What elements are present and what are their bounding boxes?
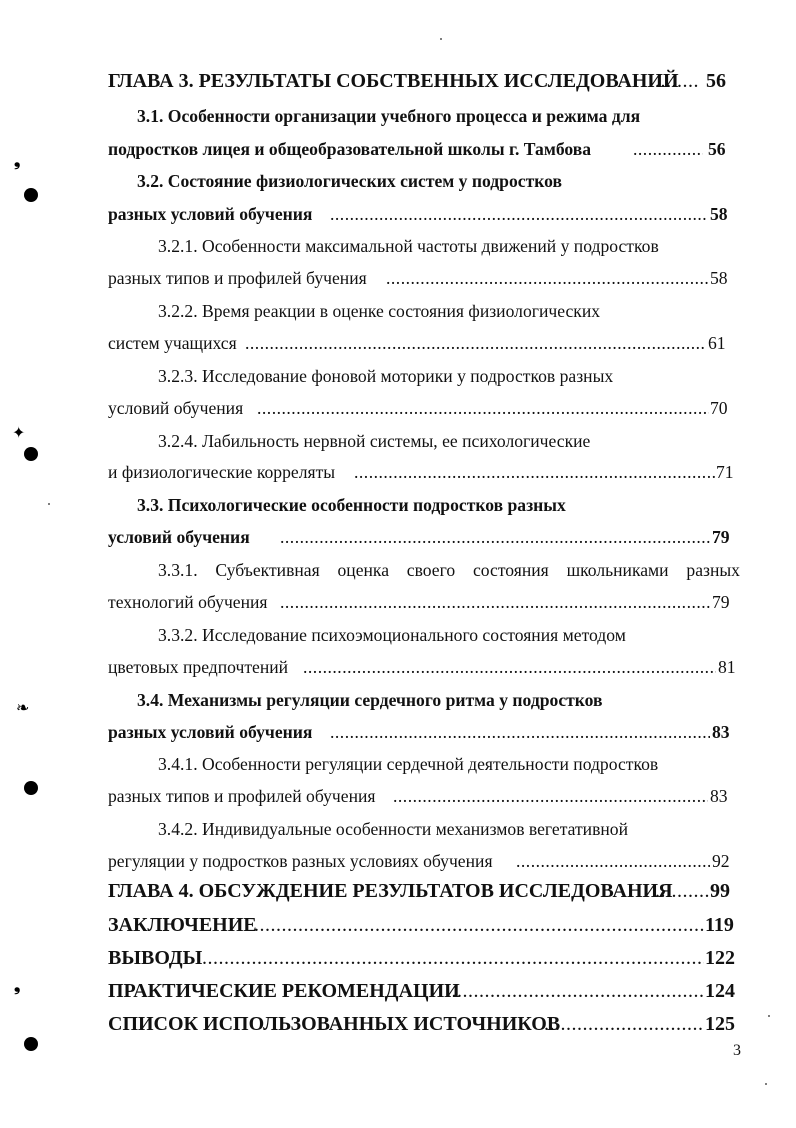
toc-title-line1: 3.4. Механизмы регуляции сердечного ритма у подростков <box>137 690 603 710</box>
scan-mark: ✦ <box>12 423 26 442</box>
scan-speck <box>765 1083 767 1085</box>
toc-entry-findings[interactable] <box>0 943 796 973</box>
toc-entry-3-4-cont[interactable] <box>0 717 796 747</box>
toc-title-line1: 3.3. Психологические особенности подростков разных <box>137 495 566 515</box>
toc-word: школьниками <box>566 560 669 580</box>
toc-title-line1: 3.2. Состояние физиологических систем у подростков <box>137 171 562 191</box>
toc-title-line1: 3.4.1. Особенности регуляции сердечной деятельности подростков <box>158 754 659 774</box>
toc-entry-3-1-cont[interactable] <box>0 134 796 164</box>
toc-title-line2: разных типов и профилей обучения <box>108 786 376 806</box>
toc-title: ГЛАВА 3. РЕЗУЛЬТАТЫ СОБСТВЕННЫХ ИССЛЕДОВАНИЙ <box>108 70 679 92</box>
toc-entry-3-3-2[interactable] <box>0 620 796 650</box>
toc-page-number: 83 <box>712 722 730 742</box>
toc-title-line2: разных условий обучения <box>108 204 313 224</box>
toc-entry-chapter-3[interactable] <box>0 66 796 96</box>
toc-entry-3-2-2[interactable] <box>0 296 796 326</box>
toc-title: ПРАКТИЧЕСКИЕ РЕКОМЕНДАЦИИ <box>108 980 460 1002</box>
toc-title-line2: регуляции у подростков разных условиях обучения <box>108 851 493 871</box>
toc-title-line2: цветовых предпочтений <box>108 657 289 677</box>
toc-page-number: 79 <box>712 592 730 612</box>
dot-leader <box>655 66 699 96</box>
toc-title-line2: технологий обучения <box>108 592 268 612</box>
toc-page-number: 125 <box>705 1013 735 1035</box>
toc-title-line1: 3.2.3. Исследование фоновой моторики у подростков разных <box>158 366 614 386</box>
dot-leader <box>245 328 706 358</box>
toc-title-line2: разных типов и профилей бучения <box>108 268 367 288</box>
dot-leader <box>386 263 708 293</box>
toc-title-line2: и физиологические корреляты <box>108 462 336 482</box>
toc-title-line1: 3.3.2. Исследование психоэмоционального состояния методом <box>158 625 626 645</box>
toc-title-line1: 3.2.4. Лабильность нервной системы, ее психологические <box>158 431 591 451</box>
dot-leader <box>330 717 710 747</box>
toc-word: состояния <box>472 560 549 580</box>
dot-leader <box>544 1009 704 1039</box>
dot-leader <box>633 134 703 164</box>
toc-entry-3-4-2-cont[interactable] <box>0 846 796 876</box>
toc-entry-3-2-3[interactable] <box>0 361 796 391</box>
dot-leader <box>393 781 708 811</box>
toc-entry-3-2-1[interactable] <box>0 231 796 261</box>
scan-mark: ❧ <box>16 698 30 717</box>
toc-title-line1 <box>158 555 740 585</box>
toc-entry-3-3-1-cont[interactable] <box>0 587 796 617</box>
toc-entry-3-2-1-cont[interactable] <box>0 263 796 293</box>
toc-title-line2: систем учащихся <box>108 333 237 353</box>
toc-page-number: 58 <box>710 204 728 224</box>
dot-leader <box>354 457 715 487</box>
toc-entry-3-4-1[interactable] <box>0 749 796 779</box>
toc-word: 3.3.1. <box>158 560 198 580</box>
toc-page-number: 81 <box>718 657 736 677</box>
toc-entry-chapter-4[interactable] <box>0 876 796 906</box>
dot-leader <box>446 976 704 1006</box>
toc-entry-3-4-1-cont[interactable] <box>0 781 796 811</box>
toc-title-line1: 3.4.2. Индивидуальные особенности механизмов вегетативной <box>158 819 629 839</box>
toc-entry-3-2-cont[interactable] <box>0 199 796 229</box>
toc-entry-3-2[interactable] <box>0 166 796 196</box>
dot-leader <box>257 393 709 423</box>
toc-title-line1: 3.2.2. Время реакции в оценке состояния физиологических <box>158 301 601 321</box>
scan-speck <box>440 38 442 40</box>
toc-page-number: 83 <box>710 786 728 806</box>
toc-entry-3-2-4[interactable] <box>0 423 796 456</box>
toc-page-number: 122 <box>705 947 735 969</box>
toc-title: ГЛАВА 4. ОБСУЖДЕНИЕ РЕЗУЛЬТАТОВ ИССЛЕДОВАНИЯ <box>108 880 673 902</box>
toc-title-line2: условий обучения <box>108 398 244 418</box>
toc-entry-conclusion[interactable] <box>0 910 796 940</box>
toc-entry-3-2-4-cont[interactable] <box>0 457 796 487</box>
toc-entry-3-4[interactable] <box>0 685 796 715</box>
toc-word: своего <box>406 560 456 580</box>
toc-title: СПИСОК ИСПОЛЬЗОВАННЫХ ИСТОЧНИКОВ <box>108 1013 561 1035</box>
scan-mark: ❟ <box>14 151 21 170</box>
toc-entry-3-2-2-cont[interactable] <box>0 328 796 358</box>
toc-entry-3-3-1[interactable] <box>0 555 796 585</box>
dot-leader <box>280 587 710 617</box>
punch-hole <box>24 1037 38 1051</box>
toc-page-number: 56 <box>708 139 726 159</box>
toc-title: ВЫВОДЫ <box>108 947 203 969</box>
toc-page-number: 92 <box>712 851 730 871</box>
toc-page-number: 70 <box>710 398 728 418</box>
toc-page-number: 58 <box>710 268 728 288</box>
toc-page-number: 61 <box>708 333 726 353</box>
toc-entry-3-3-cont[interactable] <box>0 522 796 552</box>
dot-leader <box>202 943 704 973</box>
toc-entry-3-3-2-cont[interactable] <box>0 652 796 682</box>
scan-mark: ❟ <box>14 976 21 995</box>
toc-entry-3-1[interactable] <box>0 101 796 131</box>
toc-page-number: 79 <box>712 527 730 547</box>
page-number: 3 <box>733 1042 741 1059</box>
toc-title-line2: подростков лицея и общеобразовательной школы г. Тамбова <box>108 139 592 159</box>
toc-entry-recommendations[interactable] <box>0 976 796 1006</box>
toc-word: Субъективная <box>215 560 320 580</box>
toc-page-number: 99 <box>710 880 730 902</box>
dot-leader <box>254 910 704 940</box>
toc-title-line2: условий обучения <box>108 527 250 547</box>
toc-page-number: 124 <box>705 980 735 1002</box>
toc-word: оценка <box>337 560 390 580</box>
dot-leader <box>303 652 716 682</box>
toc-word: разных <box>686 560 740 580</box>
toc-title-line2: разных условий обучения <box>108 722 313 742</box>
toc-title: ЗАКЛЮЧЕНИЕ <box>108 914 257 936</box>
toc-page-number: 119 <box>705 914 734 936</box>
toc-entry-3-2-3-cont[interactable] <box>0 393 796 423</box>
toc-entry-references[interactable] <box>0 1009 796 1039</box>
dot-leader <box>280 522 710 552</box>
toc-entry-3-3[interactable] <box>0 490 796 520</box>
dot-leader <box>655 876 709 906</box>
toc-title-line1: 3.2.1. Особенности максимальной частоты движений у подростков <box>158 236 659 256</box>
toc-entry-3-4-2[interactable] <box>0 814 796 844</box>
toc-title-line1: 3.1. Особенности организации учебного процесса и режима для <box>137 106 641 126</box>
toc-page-number: 56 <box>706 70 726 92</box>
dot-leader <box>516 846 710 876</box>
dot-leader <box>330 199 708 229</box>
toc-page-number: 71 <box>716 462 734 482</box>
